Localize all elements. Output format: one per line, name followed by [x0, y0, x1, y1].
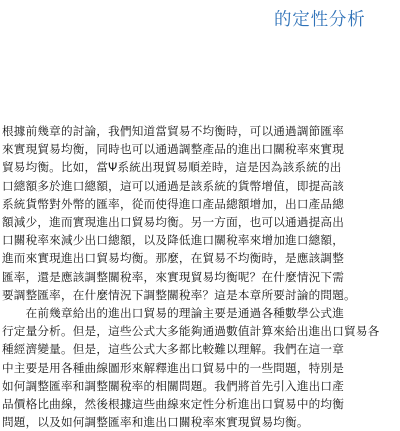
text-line: 系統貨幣對外幣的匯率，從而使得進口產品總額增加，出口產品總	[2, 196, 345, 211]
text-line: 口總額多於進口總額，這可以通過是該系統的貨幣增值，即提高該	[2, 178, 345, 193]
text-line: 在前幾章給出的進出口貿易的理論主要是通過各種數學公式進	[2, 306, 345, 321]
text-line: 匯率，還是應該調整關稅率，來實現貿易均衡呢？在什麼情況下需	[2, 269, 345, 284]
text-line: 要調整匯率，在什麼情況下調整關稅率？這是本章所要討論的問題。	[2, 287, 356, 302]
text-line: 行定量分析。但是，這些公式大多能夠通過數值計算來給出進出口貿易各	[2, 324, 380, 339]
text-line: 根據前幾章的討論，我們知道當貿易不均衡時，可以通過調節匯率	[2, 124, 345, 138]
text-line: 貿易均衡。比如，當Ψ系統出現貿易順差時，這是因為該系統的出	[2, 160, 342, 175]
text-line: 問題，以及如何調整匯率和進出口關稅率來實現貿易均衡。	[2, 415, 309, 430]
text-line: 品價格比曲線，然後根據這些曲線來定性分析進出口貿易中的均衡	[2, 397, 345, 412]
body-text	[2, 122, 398, 431]
text-line: 來實現貿易均衡，同時也可以通過調整產品的進出口關稅率來實現	[2, 142, 345, 157]
text-line: 中主要是用各種曲線圖形來解釋進出口貿易中的一些問題，特別是	[2, 360, 345, 375]
section-title: 的定性分析	[274, 10, 366, 30]
text-line: 如何調整匯率和調整關稅率的相關問題。我們將首先引入進出口產	[2, 378, 345, 393]
text-line: 進而來實現進出口貿易均衡。那麼，在貿易不均衡時，是應該調整	[2, 251, 345, 266]
text-line: 口關稅率來減少出口總額，以及降低進口關稅率來增加進口總額，	[2, 233, 345, 248]
text-line: 種經濟變量。但是，這些公式大多都比較難以理解。我們在這一章	[2, 342, 345, 357]
text-line: 額減少，進而實現進出口貿易均衡。另一方面，也可以通過提高出	[2, 215, 345, 230]
